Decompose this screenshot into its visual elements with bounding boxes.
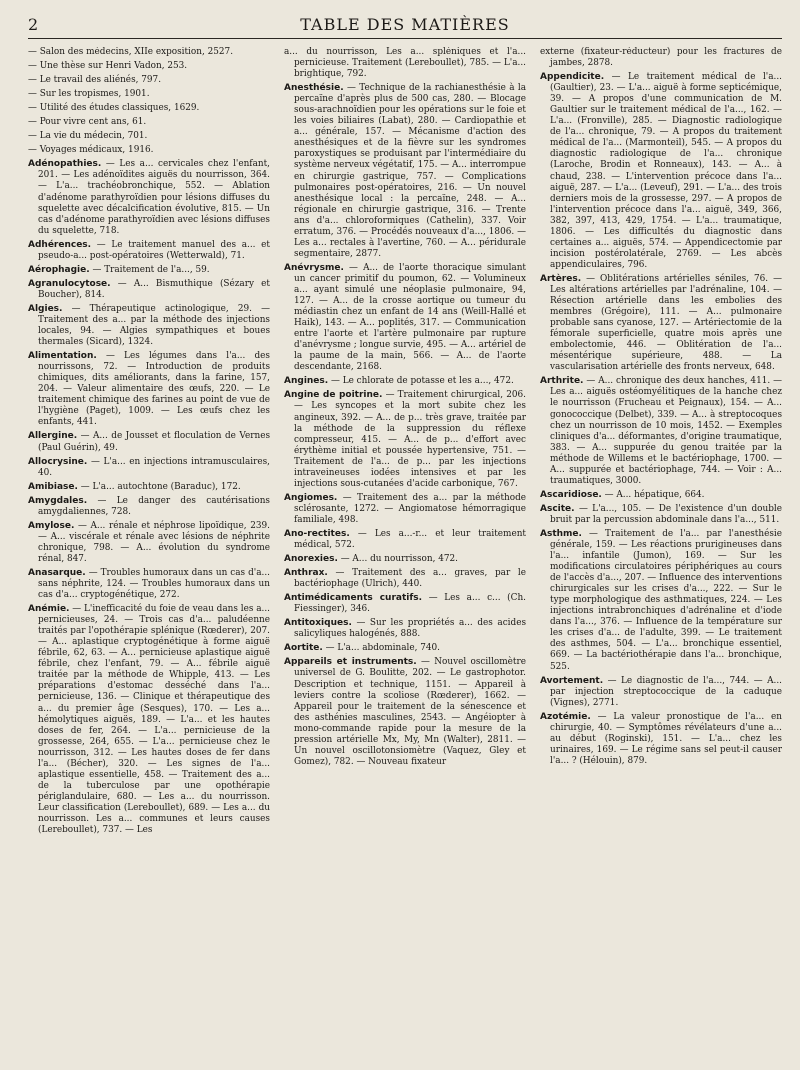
index-term: Aortite. — [284, 643, 323, 654]
index-column-3 — [540, 47, 782, 1067]
index-text: — Les a...-r... et leur traitement médical, 572. — [294, 528, 526, 551]
index-term: Ascaridiose. — [540, 489, 602, 500]
index-text: — Le travail des aliénés, 797. — [28, 75, 162, 86]
page-title: TABLE DES MATIÈRES — [300, 15, 510, 34]
index-text: — Thérapeutique actinologique, 29. — Traitement des a... par la méthode des injections locales, 94. — Algies sympathiques et boues thermales (Sicard), 1324. — [38, 303, 270, 348]
index-term: Adhérences. — [28, 239, 92, 250]
index-term: Artères. — [540, 273, 582, 284]
page-header — [28, 12, 782, 39]
index-text: — A... du nourrisson, 472. — [337, 554, 458, 565]
index-text: — Une thèse sur Henri Vadon, 253. — [28, 61, 188, 72]
index-entry — [28, 89, 270, 100]
index-entry — [28, 131, 270, 142]
index-entry — [540, 529, 782, 673]
index-text: — A... de Jousset et floculation de Vernes (Paul Guérin), 49. — [38, 431, 270, 453]
index-term: Agranulocytose. — [28, 278, 111, 289]
index-text: — L'a... en injections intramusculaires, 40. — [38, 456, 270, 478]
index-text: — Oblitérations artérielles séniles, 76. — Les altérations artérielles par l'adrénaline, 104. — Résection artérielle dans les embolies des membres (Grégoire), 111. — A... pulmonaire probable sans cyanose, 127. — Artériectomie de la fémorale superficielle, quatre mois après une embolectomie, 446. — Oblitération de l'a... mésentérique supérieure, 488. — La vascularisation artérielle des fronts nerveux, 648. — [550, 273, 782, 373]
index-text: — L'a... abdominale, 740. — [322, 643, 440, 654]
index-text: — Les légumes dans l'a... des nourrissons, 72. — Introduction de produits chimiques, dits améliorants, dans la farine, 157, 204. — Valeur alimentaire des œufs, 220. — Le traitement chimique des farines au point de vue de l'hygiène (Paget), 1009. — Les œufs chez les enfants, 441. — [38, 351, 270, 428]
index-term: Alimentation. — [28, 351, 97, 362]
index-entry — [284, 618, 526, 640]
index-term: Arthrite. — [540, 376, 584, 387]
index-term: Anorexies. — [284, 554, 338, 565]
index-entry — [28, 457, 270, 479]
index-text: — Traitement de l'a... par l'anesthésie générale, 159. — Les réactions prurigineuses dans l'a... infantile (Jumon), 169. — Sur les modifications circulatoires périphériques au cours de l'accès d'a..., 207. — Influence des interventions chirurgicales sur les crises d'a..., 222. — Sur le type morphologique des asthmatiques, 224. — Les injections intrabronchiques d'adrénaline et d'iode dans l'a..., 376. — Influence de la température sur les crises d'a... de l'adulte, 399. — Le traitement des asthmes, 504. — L'a... bronchique essentiel, 669. — La bactériothérapie dans l'a... bronchique, 525. — [550, 528, 782, 672]
index-term: Asthme. — [540, 528, 582, 539]
index-term: Anthrax. — [284, 568, 328, 579]
index-term: Allocrysine. — [28, 456, 88, 467]
index-term: Angiomes. — [284, 492, 338, 503]
index-term: Antitoxiques. — [284, 618, 352, 629]
index-entry — [284, 529, 526, 551]
index-text: — Traitement chirurgical, 206. — Les syncopes et la mort subite chez les angineux, 392. — A... de p... très grave, traitée par la méthode de la suppression du réflexe compresseur, 415. — A... de p... d'effort avec érythème initial et poussée hypertensive, 751. — Traitement de l'a... de p... par les injections intraveineuses iodées intensives et par les injections sous-cutanées d'acide carbonique, 767. — [294, 390, 526, 489]
index-text: — La valeur pronostique de l'a... en chirurgie, 40. — Symptômes révélateurs d'une a... au début (Roginski), 151. — L'a... chez les urinaires, 169. — Le régime sans sel peut-il causer l'a... ? (Hélouin), 879. — [550, 711, 782, 766]
index-term: Amylose. — [28, 520, 75, 531]
index-term: Angine de poitrine. — [284, 390, 383, 401]
index-entry — [540, 376, 782, 486]
index-term: Algies. — [28, 303, 63, 314]
index-entry — [28, 159, 270, 236]
index-term: Anévrysme. — [284, 262, 344, 273]
index-entry — [28, 145, 270, 156]
index-entry — [28, 61, 270, 72]
index-text: — La vie du médecin, 701. — [28, 131, 148, 142]
index-text: — Sur les propriétés a... des acides salicyliques halogénés, 888. — [294, 618, 526, 640]
index-text: — Pour vivre cent ans, 61. — [28, 117, 147, 128]
index-entry — [28, 75, 270, 86]
index-term: Anémie. — [28, 604, 70, 615]
index-entry — [284, 47, 526, 80]
index-entry — [284, 83, 526, 260]
index-entry — [284, 554, 526, 565]
index-text: — A... Bismuthique (Sézary et Boucher), 814. — [38, 278, 270, 300]
index-term: Amygdales. — [28, 495, 88, 506]
index-column-1 — [28, 47, 270, 1067]
index-text: — Traitement de l'a..., 59. — [89, 264, 210, 275]
index-term: Anesthésie. — [284, 83, 344, 94]
index-entry — [28, 117, 270, 128]
index-term: Ascite. — [540, 503, 575, 514]
index-text: — Le danger des cautérisations amygdaliennes, 728. — [38, 495, 270, 517]
index-entry — [540, 712, 782, 767]
index-entry — [284, 568, 526, 590]
index-entry — [540, 47, 782, 69]
index-entry — [28, 279, 270, 301]
index-term: Amibiase. — [28, 481, 78, 492]
index-text: — Sur les tropismes, 1901. — [28, 89, 150, 100]
index-text: — Troubles humoraux dans un cas d'a... sans néphrite, 124. — Troubles humoraux dans un cas d'a... cryptogénétique, 272. — [38, 567, 270, 601]
index-entry — [28, 47, 270, 58]
index-text: — Les a... c... (Ch. Fiessinger), 346. — [294, 593, 526, 615]
index-text: — L'a..., 105. — De l'existence d'un double bruit par la percussion abdominale dans l'a..., 511. — [550, 503, 782, 525]
index-entry — [28, 496, 270, 518]
index-term: Appareils et instruments. — [284, 657, 417, 668]
index-text: — Salon des médecins, XIIe exposition, 2527. — [28, 47, 234, 57]
index-text: — A... chronique des deux hanches, 411. — Les a... aiguës ostéomyélitiques de la hanche chez le nourrisson (Frucheau et Peignaux), 154. — A... gonococcique (Delbet), 339. — A... à streptocoques chez un nourrisson de 10 mois, 1452. — Exemples cliniques d'a... déformantes, d'origine traumatique, 383. — A... suppurée du genou traitée par la méthode de Willems et le bactériophage, 1700. — A... suppurée et bactériophage, 744. — Voir : A... traumatiques, 3000. — [550, 376, 782, 486]
index-entry — [28, 265, 270, 276]
index-term: Ano-rectites. — [284, 528, 350, 539]
index-entry — [28, 482, 270, 493]
index-term: Appendicite. — [540, 72, 605, 83]
index-text: — Traitement des a... graves, par le bactériophage (Ulrich), 440. — [294, 568, 526, 590]
index-term: Adénopathies. — [28, 159, 102, 170]
index-columns — [28, 47, 782, 1067]
index-entry — [540, 490, 782, 501]
index-entry — [28, 431, 270, 453]
index-entry — [28, 103, 270, 114]
index-entry — [284, 493, 526, 526]
index-text: — Traitement des a... par la méthode sclérosante, 1272. — Angiomatose hémorragique familiale, 498. — [294, 492, 526, 525]
index-term: Angines. — [284, 376, 329, 387]
index-term: Aérophagie. — [28, 264, 90, 275]
page-number: 2 — [28, 15, 39, 34]
index-entry — [284, 376, 526, 387]
index-entry — [28, 604, 270, 836]
index-text: — A... rénale et néphrose lipoïdique, 239. — A... viscérale et rénale avec lésions de néphrite chronique, 798. — A... évolution du syndrome rénal, 847. — [38, 520, 270, 564]
index-term: Anasarque. — [28, 567, 86, 578]
index-entry — [540, 72, 782, 271]
index-entry — [540, 274, 782, 373]
index-term: Avortement. — [540, 675, 604, 686]
index-text: — Utilité des études classiques, 1629. — [28, 103, 200, 114]
index-entry — [28, 304, 270, 348]
index-text: — Le chlorate de potasse et les a..., 472. — [328, 376, 514, 387]
index-text: a... du nourrisson, Les a... spléniques et l'a... pernicieuse. Traitement (Lereboullet), 785. — L'a... brightique, 792. — [284, 47, 526, 80]
index-entry — [540, 676, 782, 709]
index-term: Antimédicaments curatifs. — [284, 593, 423, 604]
index-term: Azotémie. — [540, 711, 591, 722]
index-text: — Le traitement médical de l'a... (Gaultier), 23. — L'a... aiguë à forme septicémique, 39. — A propos d'une communication de M. Gaultier sur le traitement médical de l'a..., 162. — L'a... (Fronville), 285. — Diagnostic radiologique de l'a... chronique, 79. — A propos du traitement médical de l'a... (Marmonteil), 545. — A propos du diagnostic radiologique de l'a... chronique (Laroche, Brodin et Ronneaux), 143. — A... à chaud, 238. — L'intervention précoce dans l'a... aiguë, 287. — L'a... (Leveuf), 291. — L'a... des trois derniers mois de la grossesse, 297. — A propos de l'intervention précoce dans l'a... aiguë, 349, 366, 382, 397, 413, 429, 1754. — L'a... traumatique, 1806. — Les difficultés du diagnostic dans certaines a... aiguës, 574. — Appendicectomie par incision postérolatérale, 2769. — Les abcès appendiculaires, 796. — [550, 72, 782, 270]
index-text: — A... hépatique, 664. — [601, 489, 705, 500]
index-text: — Les a... cervicales chez l'enfant, 201. — Les adénoïdites aiguës du nourrisson, 364. — L'a... trachéobronchique, 552. — Ablation d'adénome parathyroïdien pour lésions diffuses du squelette avec décalcification évolutive, 815. — Un cas d'adénome parathyroïdien avec lésions diffuses du squelette, 718. — [38, 159, 270, 236]
index-text: — Nouvel oscillomètre universel de G. Boulitte, 202. — Le gastrophotor. Description et technique, 1151. — Appareil à leviers contre la scoliose (Rœderer), 1662. — Appareil pour le traitement de la sénescence et des asthénies masculines, 2543. — Angéiopter à mono-commande rapide pour la mesure de la pression artérielle Mx, My, Mn (Walter), 2811. — Un nouvel oscillotonsiomètre (Vaquez, Gley et Gomez), 782. — Nouveau fixateur — [294, 657, 526, 767]
index-column-2 — [284, 47, 526, 1067]
index-entry — [540, 504, 782, 526]
index-entry — [284, 643, 526, 654]
index-text: — Le diagnostic de l'a..., 744. — A... par injection streptococcique de la caduque (Vignes), 2771. — [550, 675, 782, 708]
index-entry — [28, 521, 270, 565]
index-text: — Voyages médicaux, 1916. — [28, 145, 154, 156]
index-text: — A... de l'aorte thoracique simulant un cancer primitif du poumon, 62. — Volumineux a... ayant simulé une néoplasie pulmonaire, 94, 127. — A... de la crosse aortique ou tumeur du médiastin chez un enfant de 14 ans (Weill-Hallé et Haik), 143. — A... poplités, 317. — Communication entre l'aorte et l'artère pulmonaire par rupture d'anévrysme ; longue survie, 495. — A... artériel de la paume de la main, 566. — A... de l'aorte descendante, 2168. — [294, 262, 526, 373]
index-text: externe (fixateur-réducteur) pour les fractures de jambes, 2878. — [540, 47, 782, 69]
index-entry — [284, 657, 526, 767]
index-entry — [284, 390, 526, 489]
index-entry — [28, 351, 270, 428]
index-text: — Technique de la rachianesthésie à la percaïne d'après plus de 500 cas, 280. — Blocage sous-arachnoïdien pour les opérations sur le foie et les voies biliaires (Labat), 280. — Cardiopathie et a... générale, 157. — Mécanisme d'action des anesthésiques et de la fièvre sur les syndromes paroxystiques se produisant par l'intermédiaire du système nerveux végétatif, 175. — A... interrompue en chirurgie gastrique, 757. — Complications pulmonaires post-opératoires, 216. — Un nouvel anesthésique local : la percaïne, 248. — A... régionale en chirurgie gastrique, 316. — Trente ans d'a... chloroformiques (Cathelin), 337. Voir erratum, 376. — Procédés nouveaux d'a..., 1806. — Les a... rectales à l'avertine, 760. — A... péridurale segmentaire, 2877. — [294, 83, 526, 259]
index-entry — [28, 568, 270, 601]
index-entry — [284, 593, 526, 615]
index-term: Allergine. — [28, 431, 78, 442]
index-text: — L'a... autochtone (Baraduc), 172. — [77, 481, 241, 492]
index-text: — L'inefficacité du foie de veau dans les a... pernicieuses, 24. — Trois cas d'a... paludéenne traités par l'opothérapie splénique (Rœderer), 207. — A... aplastique cryptogénétique à forme aiguë fébrile, 62, 63. — A... pernicieuse aplastique aiguë fébrile, chez l'enfant, 79. — A... fébrile aiguë traitée par la méthode de Whipple, 413. — Les préparations d'estomac desséché dans l'a... pernicieuse, 136. — Clinique et thérapeutique des a... du premier âge (Sesques), 170. — Les a... hémolytiques aiguës, 189. — L'a... et les hautes doses de fer, 264. — L'a... pernicieuse de la grossesse, 264, 655. — L'a... pernicieuse chez le nourrisson, 312. — Les hautes doses de fer dans l'a... (Bécher), 320. — Les signes de l'a... aplastique essentielle, 458. — Traitement des a... de la tuberculose par une opothérapie périglandulaire, 680. — Les a... du nourrisson. Leur classification (Lereboullet), 689. — Les a... du nourrisson. Les a... communes et leurs causes (Lereboullet), 737. — Les — [38, 604, 270, 836]
index-entry — [28, 240, 270, 262]
index-text: — Le traitement manuel des a... et pseudo-a... post-opératoires (Wetterwald), 71. — [38, 239, 270, 261]
index-entry — [284, 263, 526, 373]
